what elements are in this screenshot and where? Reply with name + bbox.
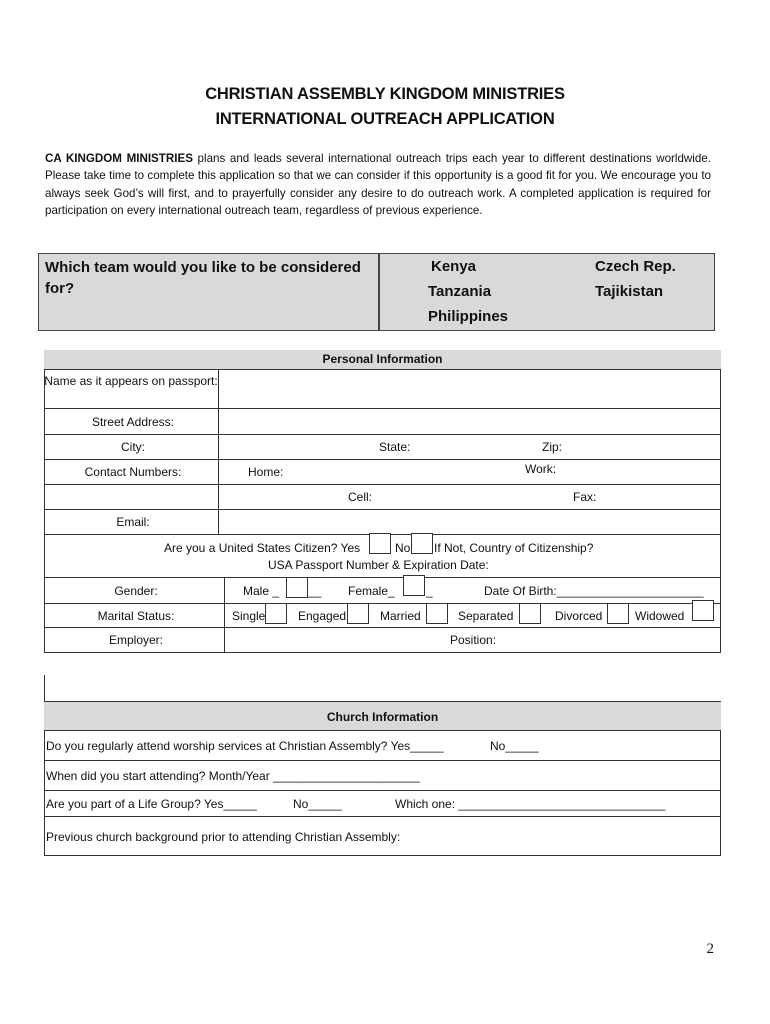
team-option-kenya[interactable]: Kenya: [431, 258, 477, 275]
gender-label: Gender:: [114, 584, 158, 598]
single-label: Single: [232, 609, 266, 623]
position-label: Position:: [450, 633, 497, 647]
start-attending-question: When did you start attending? Month/Year ______________________: [46, 769, 420, 783]
separated-label: Separated: [458, 609, 514, 623]
team-box-divider: [378, 253, 380, 331]
page-number: 2: [706, 941, 714, 957]
org-name: CA KINGDOM MINISTRIES: [45, 152, 193, 165]
male-underline: __: [308, 584, 322, 598]
citizen-no-checkbox[interactable]: [411, 533, 433, 554]
row-divider: [44, 855, 721, 856]
form-title-line2: INTERNATIONAL OUTREACH APPLICATION: [215, 110, 555, 128]
male-checkbox[interactable]: [286, 577, 308, 598]
passport-number-label: USA Passport Number & Expiration Date:: [268, 558, 489, 572]
citizen-yes-checkbox[interactable]: [369, 533, 391, 554]
life-group-question: Are you part of a Life Group? Yes_____: [46, 797, 257, 811]
citizenship-country-label: If Not, Country of Citizenship?: [434, 541, 594, 555]
row-divider: [44, 790, 721, 791]
date-of-birth-label: Date Of Birth:______________________: [484, 584, 704, 598]
attend-worship-question: Do you regularly attend worship services at Christian Assembly? Yes_____: [46, 739, 444, 753]
email-label: Email:: [116, 515, 150, 529]
row-divider: [44, 434, 721, 435]
intro-text: plans and leads several international outreach trips each year to different destinations worldwide. Please take time to complete this application so that we can consider if this opportunity is a good fit for you. We encourage you to always seek God’s will first, and to prayerfully consider any desire to do outreach work. A completed application is required for participation on every international outreach team, regardless of previous experience.: [45, 152, 711, 217]
team-question: Which team would you like to be considered for?: [45, 259, 361, 297]
zip-label: Zip:: [542, 440, 563, 454]
engaged-label: Engaged: [298, 609, 347, 623]
cell-phone-label: Cell:: [348, 490, 373, 504]
female-checkbox[interactable]: [403, 575, 425, 596]
marital-status-label: Marital Status:: [97, 609, 175, 623]
row-divider: [44, 459, 721, 460]
table-right-border: [720, 369, 721, 652]
attend-worship-no: No_____: [490, 739, 539, 753]
life-group-which: Which one: _______________________________: [395, 797, 666, 811]
row-divider: [44, 627, 721, 628]
row-divider: [44, 730, 721, 731]
row-divider: [44, 484, 721, 485]
row-divider: [44, 369, 721, 370]
separated-checkbox[interactable]: [519, 603, 541, 624]
female-label: Female_: [348, 584, 395, 598]
divorced-label: Divorced: [555, 609, 603, 623]
state-label: State:: [379, 440, 411, 454]
female-underline: _: [426, 584, 433, 598]
contact-numbers-label: Contact Numbers:: [84, 465, 182, 479]
intro-paragraph: [45, 150, 711, 219]
work-phone-label: Work:: [525, 462, 557, 476]
male-label: Male _: [243, 584, 280, 598]
row-divider: [44, 760, 721, 761]
divorced-checkbox[interactable]: [607, 603, 629, 624]
row-divider: [44, 577, 721, 578]
home-phone-label: Home:: [248, 465, 284, 479]
fax-label: Fax:: [573, 490, 597, 504]
row-divider: [44, 652, 721, 653]
single-checkbox[interactable]: [265, 603, 287, 624]
team-option-czech-rep[interactable]: Czech Rep.: [595, 258, 676, 275]
row-divider: [44, 701, 721, 702]
engaged-checkbox[interactable]: [347, 603, 369, 624]
personal-info-heading: Personal Information: [322, 352, 443, 366]
citizen-question: Are you a United States Citizen? Yes: [164, 541, 361, 555]
employer-label: Employer:: [108, 633, 164, 647]
previous-church-question: Previous church background prior to attending Christian Assembly:: [46, 830, 401, 844]
married-checkbox[interactable]: [426, 603, 448, 624]
row-divider: [44, 509, 721, 510]
row-divider: [44, 408, 721, 409]
form-title-line1: CHRISTIAN ASSEMBLY KINGDOM MINISTRIES: [205, 85, 565, 103]
name-passport-label: Name as it appears on passport:: [44, 374, 218, 388]
team-option-tanzania[interactable]: Tanzania: [428, 283, 492, 300]
street-address-label: Street Address:: [91, 415, 175, 429]
married-label: Married: [380, 609, 421, 623]
widowed-label: Widowed: [635, 609, 685, 623]
church-left-border-top: [44, 675, 45, 702]
city-label: City:: [121, 440, 145, 454]
widowed-checkbox[interactable]: [692, 600, 714, 621]
life-group-no: No_____: [293, 797, 342, 811]
citizen-no-label: No: [395, 541, 411, 555]
team-option-tajikistan[interactable]: Tajikistan: [595, 283, 664, 300]
church-info-heading: Church Information: [326, 710, 439, 724]
row-divider: [44, 816, 721, 817]
team-option-philippines[interactable]: Philippines: [428, 308, 509, 325]
